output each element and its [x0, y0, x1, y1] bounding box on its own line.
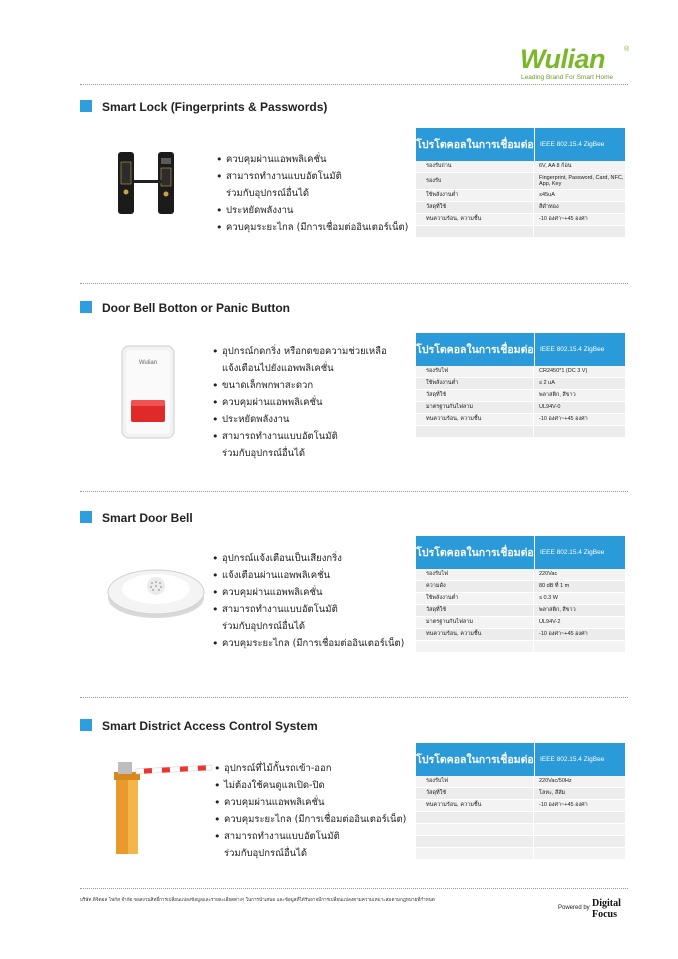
spec-row — [416, 190, 625, 202]
spec-row — [416, 173, 625, 190]
spec-key: รองรับ — [416, 173, 534, 189]
section-marker — [80, 301, 92, 313]
panic-button-spec-table — [416, 333, 625, 438]
spec-value — [534, 641, 625, 652]
spec-header-protocol-value: IEEE 802.15.4 ZigBee — [540, 141, 605, 148]
divider — [80, 888, 628, 889]
section-marker — [80, 511, 92, 523]
spec-key: รองรับไฟ — [416, 776, 534, 787]
footer-disclaimer: บริษัท ดิจิตอล โฟกัส จำกัด ขอสงวนสิทธิ์การเปลี่ยนแปลงข้อมูลและรายละเอียดต่างๆ ในการนำเสนอ และข้อมูลที่ได้รับอาจมีการเปลี่ยนแปลงตามความเหมาะสมตามกฎหมายที่กำหนด — [80, 898, 435, 903]
spec-value: 220Vac — [539, 571, 558, 577]
panic-button-features — [212, 343, 387, 462]
spec-row — [416, 378, 625, 390]
spec-key: ความดัง — [416, 581, 534, 592]
spec-row — [416, 402, 625, 414]
spec-key: ทนความร้อน, ความชื้น — [416, 214, 534, 225]
spec-header — [416, 128, 625, 161]
spec-key: รองรับไฟ — [416, 569, 534, 580]
logo-wordmark: Wulian — [520, 44, 606, 74]
divider — [80, 84, 628, 85]
section-title-panic-button: Door Bell Botton or Panic Button — [102, 301, 290, 315]
spec-value — [534, 824, 625, 835]
powered-by — [558, 898, 630, 918]
spec-row — [416, 776, 625, 788]
spec-row — [416, 569, 625, 581]
spec-key — [416, 836, 534, 847]
spec-value: พลาสติก, สีขาว — [539, 392, 576, 398]
divider — [80, 283, 628, 284]
feature-item: • ควบคุมผ่านแอพพลิเคชั่น — [216, 151, 408, 168]
spec-row — [416, 836, 625, 848]
spec-key: วัสดุที่ใช้ — [416, 788, 534, 799]
feature-item: • ประหยัดพลังงาน — [216, 202, 408, 219]
spec-row — [416, 426, 625, 438]
spec-row — [416, 788, 625, 800]
spec-row — [416, 605, 625, 617]
section-title-smart-lock: Smart Lock (Fingerprints & Passwords) — [102, 100, 328, 114]
spec-value — [534, 226, 625, 237]
spec-key: วัสดุที่ใช้ — [416, 390, 534, 401]
spec-key: ทนความร้อน, ความชื้น — [416, 629, 534, 640]
feature-item: • อุปกรณ์แจ้งเตือนเป็นเสียงกริ่ง — [212, 550, 404, 567]
spec-header — [416, 333, 625, 366]
feature-item: • อุปกรณ์กดกริ่ง หรือกดขอความช่วยเหลือ แจ้งเตือนไปยังแอพพลิเคชั่น — [212, 343, 387, 377]
spec-row — [416, 226, 625, 238]
divider — [80, 697, 628, 698]
feature-item: • สามารถทำงานแบบอัตโนมัติ ร่วมกับอุปกรณ์อื่นได้ — [212, 601, 404, 635]
spec-header-protocol-label: โปรโตคอลในการเชื่อมต่อ — [416, 128, 535, 161]
spec-row — [416, 824, 625, 836]
spec-key: มาตรฐานกันไฟลาม — [416, 617, 534, 628]
spec-value: Fingerprint, Password, Card, NFC, App, Key — [539, 175, 624, 187]
smart-door-bell-features — [212, 550, 404, 652]
feature-item: • ควบคุมระยะไกล (มีการเชื่อมต่ออินเตอร์เน็ต) — [216, 219, 408, 236]
spec-row — [416, 366, 625, 378]
spec-key: ทนความร้อน, ความชื้น — [416, 414, 534, 425]
spec-key: รองรับไฟ — [416, 366, 534, 377]
spec-key: ใช้พลังงานต่ำ — [416, 593, 534, 604]
section-marker — [80, 719, 92, 731]
spec-value: ≤ 2 uA — [539, 380, 555, 386]
spec-key — [416, 812, 534, 823]
spec-key — [416, 641, 534, 652]
access-control-spec-table — [416, 743, 625, 860]
svg-text:Wulian: Wulian — [138, 360, 158, 366]
feature-item: • ไม่ต้องใช้คนดูแลเปิด-ปิด — [214, 777, 406, 794]
divider — [80, 491, 628, 492]
smart-door-bell-spec-table — [416, 536, 625, 653]
spec-header-protocol-value: IEEE 802.15.4 ZigBee — [540, 346, 605, 353]
spec-value: ≤ 0.3 W — [539, 595, 558, 601]
spec-header-protocol-label: โปรโตคอลในการเชื่อมต่อ — [416, 536, 535, 569]
smart-lock-image — [112, 148, 192, 220]
feature-item: • ควบคุมผ่านแอพพลิเคชั่น — [212, 584, 404, 601]
spec-row — [416, 202, 625, 214]
spec-key: มาตรฐานกันไฟลาม — [416, 402, 534, 413]
spec-key: วัสดุที่ใช้ — [416, 605, 534, 616]
spec-row — [416, 390, 625, 402]
spec-row — [416, 593, 625, 605]
smart-lock-spec-table — [416, 128, 625, 238]
spec-value: UL94V-2 — [539, 619, 561, 625]
spec-key — [416, 848, 534, 859]
feature-item: • ประหยัดพลังงาน — [212, 411, 387, 428]
feature-item: • ควบคุมผ่านแอพพลิเคชั่น — [212, 394, 387, 411]
spec-row — [416, 812, 625, 824]
spec-header — [416, 536, 625, 569]
spec-value: 220Vac/50Hz — [539, 778, 572, 784]
section-title-access-control: Smart District Access Control System — [102, 719, 318, 733]
spec-row — [416, 848, 625, 860]
spec-row — [416, 161, 625, 173]
spec-key — [416, 226, 534, 237]
section-marker — [80, 100, 92, 112]
spec-value — [534, 426, 625, 437]
digital-focus-logo: Digital Focus — [592, 898, 621, 920]
spec-value: 80 dB ที่ 1 m — [539, 583, 570, 589]
spec-value: ≤45uA — [539, 192, 555, 198]
spec-value — [534, 812, 625, 823]
spec-row — [416, 617, 625, 629]
spec-value: พลาสติก, สีขาว — [539, 607, 576, 613]
logo-registered-mark: ® — [624, 46, 630, 53]
spec-key: ทนความร้อน, ความชื้น — [416, 800, 534, 811]
wulian-logo — [520, 44, 630, 84]
access-control-features — [214, 760, 406, 862]
feature-item: • ควบคุมระยะไกล (มีการเชื่อมต่ออินเตอร์เน็ต) — [214, 811, 406, 828]
feature-item: • ควบคุมระยะไกล (มีการเชื่อมต่ออินเตอร์เน็ต) — [212, 635, 404, 652]
feature-item: • ขนาดเล็กพกพาสะดวก — [212, 377, 387, 394]
spec-row — [416, 629, 625, 641]
spec-value: 6V, AA 8 ก้อน — [539, 163, 572, 169]
spec-key: รองรับถ่าน — [416, 161, 534, 172]
feature-item: • อุปกรณ์ที่ไม้กั้นรถเข้า-ออก — [214, 760, 406, 777]
section-title-smart-door-bell: Smart Door Bell — [102, 511, 193, 525]
spec-header-protocol-label: โปรโตคอลในการเชื่อมต่อ — [416, 333, 535, 366]
feature-item: • ควบคุมผ่านแอพพลิเคชั่น — [214, 794, 406, 811]
smart-door-bell-image — [104, 556, 208, 622]
spec-value: UL94V-0 — [539, 404, 561, 410]
spec-value: สีดำทอง — [539, 204, 559, 210]
spec-row — [416, 214, 625, 226]
logo-tagline: Leading Brand For Smart Home — [521, 74, 614, 81]
spec-value: -10 องศา~+45 องศา — [539, 216, 588, 222]
spec-header-protocol-value: IEEE 802.15.4 ZigBee — [540, 756, 605, 763]
spec-value — [534, 848, 625, 859]
spec-row — [416, 800, 625, 812]
powered-by-label: Powered by — [558, 905, 590, 911]
panic-button-image — [118, 342, 180, 442]
barrier-gate-image — [104, 758, 214, 858]
spec-key: วัสดุที่ใช้ — [416, 202, 534, 213]
spec-value: -10 องศา~+45 องศา — [539, 416, 588, 422]
spec-row — [416, 641, 625, 653]
spec-value: CR2450*1 (DC 3 V) — [539, 368, 588, 374]
feature-item: • แจ้งเตือนผ่านแอพพลิเคชั่น — [212, 567, 404, 584]
feature-item: • สามารถทำงานแบบอัตโนมัติ ร่วมกับอุปกรณ์อื่นได้ — [216, 168, 408, 202]
spec-key: ใช้พลังงานต่ำ — [416, 190, 534, 201]
spec-row — [416, 414, 625, 426]
spec-key — [416, 824, 534, 835]
spec-header-protocol-label: โปรโตคอลในการเชื่อมต่อ — [416, 743, 535, 776]
spec-row — [416, 581, 625, 593]
spec-value: -10 องศา~+45 องศา — [539, 802, 588, 808]
spec-value: โลหะ, สีส้ม — [539, 790, 566, 796]
feature-item: • สามารถทำงานแบบอัตโนมัติ ร่วมกับอุปกรณ์อื่นได้ — [212, 428, 387, 462]
spec-key: ใช้พลังงานต่ำ — [416, 378, 534, 389]
smart-lock-features — [216, 151, 408, 236]
spec-header — [416, 743, 625, 776]
spec-value: -10 องศา~+45 องศา — [539, 631, 588, 637]
spec-value — [534, 836, 625, 847]
spec-header-protocol-value: IEEE 802.15.4 ZigBee — [540, 549, 605, 556]
feature-item: • สามารถทำงานแบบอัตโนมัติ ร่วมกับอุปกรณ์อื่นได้ — [214, 828, 406, 862]
spec-key — [416, 426, 534, 437]
